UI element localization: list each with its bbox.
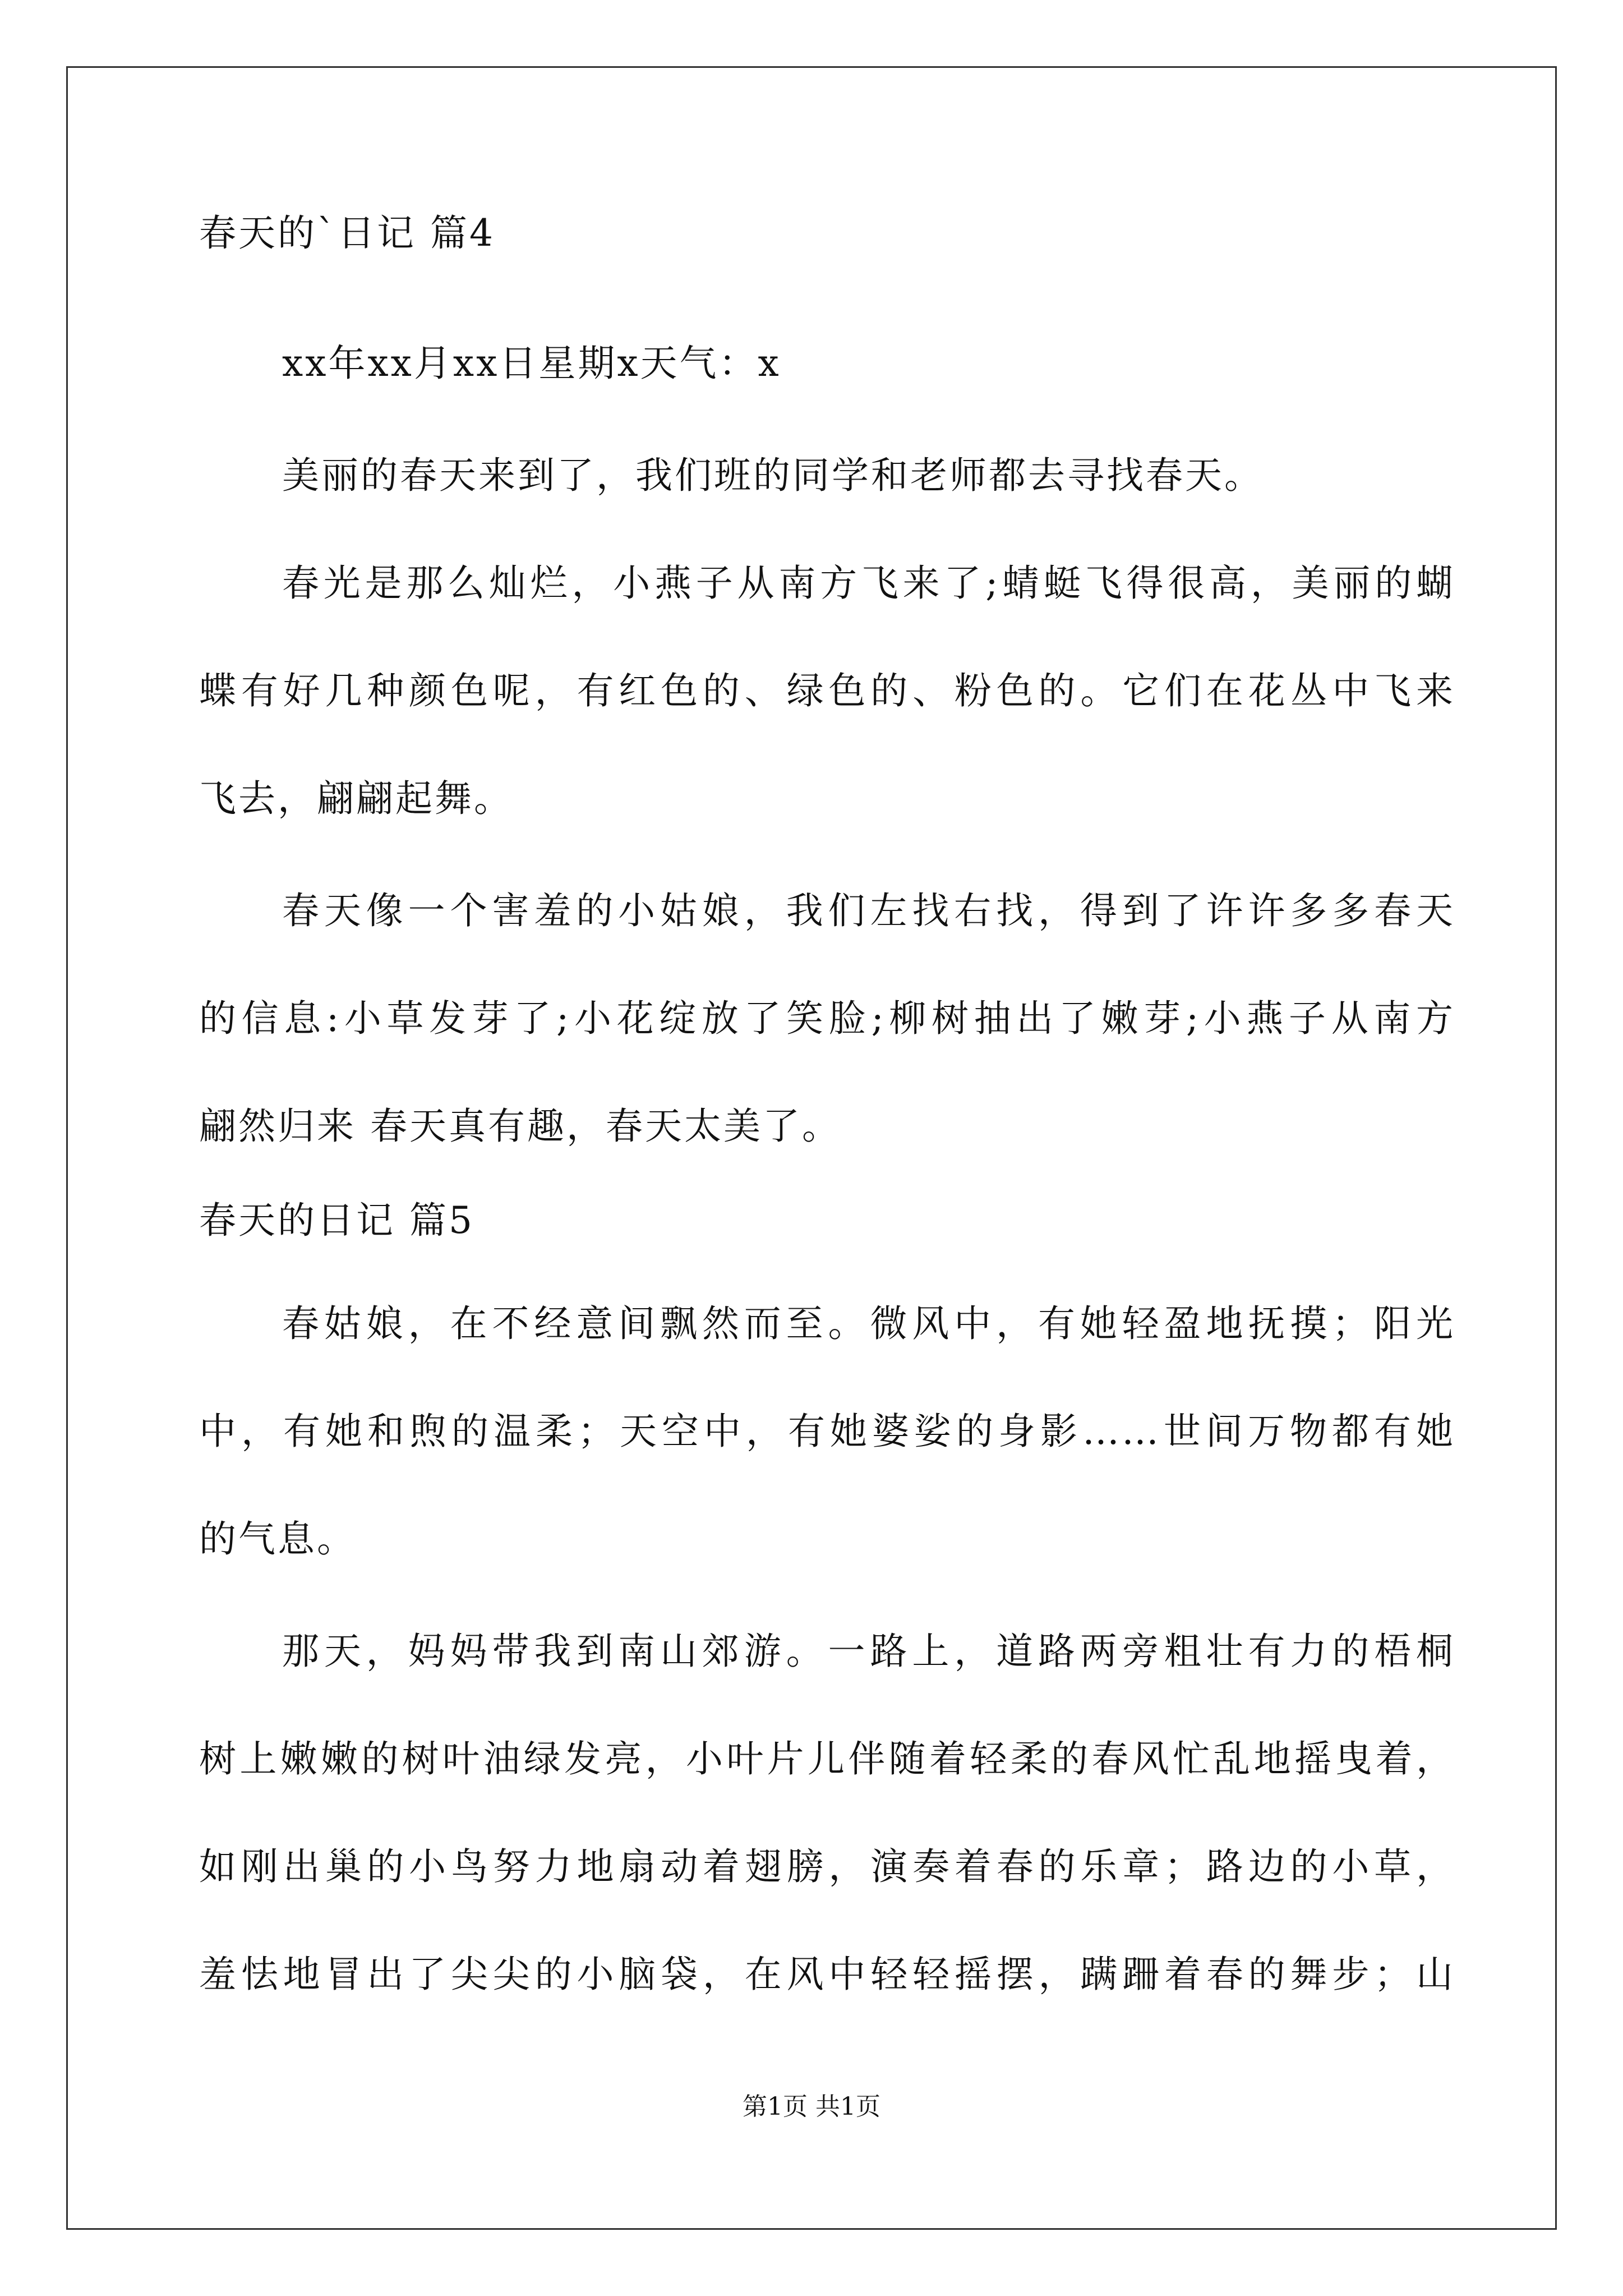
- paragraph-line: 春姑娘，在不经意间飘然而至。微风中，有她轻盈地抚摸；阳光: [282, 1302, 1455, 1345]
- paragraph-line: 的信息:小草发芽了;小花绽放了笑脸;柳树抽出了嫩芽;小燕子从南方: [199, 997, 1455, 1040]
- paragraph-line: 羞怯地冒出了尖尖的小脑袋，在风中轻轻摇摆，蹒跚着春的舞步；山: [199, 1953, 1455, 1996]
- paragraph-line: 的气息。: [199, 1517, 356, 1561]
- paragraph-line: 飞去，翩翩起舞。: [199, 777, 513, 820]
- paragraph-line: 如刚出巢的小鸟努力地扇动着翅膀，演奏着春的乐章；路边的小草，: [199, 1845, 1455, 1888]
- section-heading: 春天的日记 篇5: [199, 1199, 474, 1242]
- paragraph-line: 那天，妈妈带我到南山郊游。一路上，道路两旁粗壮有力的梧桐: [282, 1630, 1455, 1673]
- paragraph-line: 蝶有好几种颜色呢，有红色的、绿色的、粉色的。它们在花丛中飞来: [199, 669, 1455, 712]
- paragraph-line: 春天像一个害羞的小姑娘，我们左找右找，得到了许许多多春天: [282, 889, 1455, 932]
- page-footer: 第1页 共1页: [743, 2092, 880, 2121]
- paragraph-line: 美丽的春天来到了，我们班的同学和老师都去寻找春天。: [282, 454, 1264, 497]
- diary-date-line: xx年xx月xx日星期x天气：x: [282, 342, 781, 385]
- paragraph-line: 树上嫩嫩的树叶油绿发亮，小叶片儿伴随着轻柔的春风忙乱地摇曳着，: [199, 1737, 1455, 1780]
- paragraph-line: 中，有她和煦的温柔；天空中，有她婆娑的身影……世间万物都有她: [199, 1410, 1455, 1453]
- paragraph-line: 翩然归来 春天真有趣，春天太美了。: [199, 1105, 841, 1148]
- paragraph-line: 春光是那么灿烂，小燕子从南方飞来了;蜻蜓飞得很高，美丽的蝴: [282, 562, 1455, 605]
- section-heading: 春天的`日记 篇4: [199, 211, 495, 255]
